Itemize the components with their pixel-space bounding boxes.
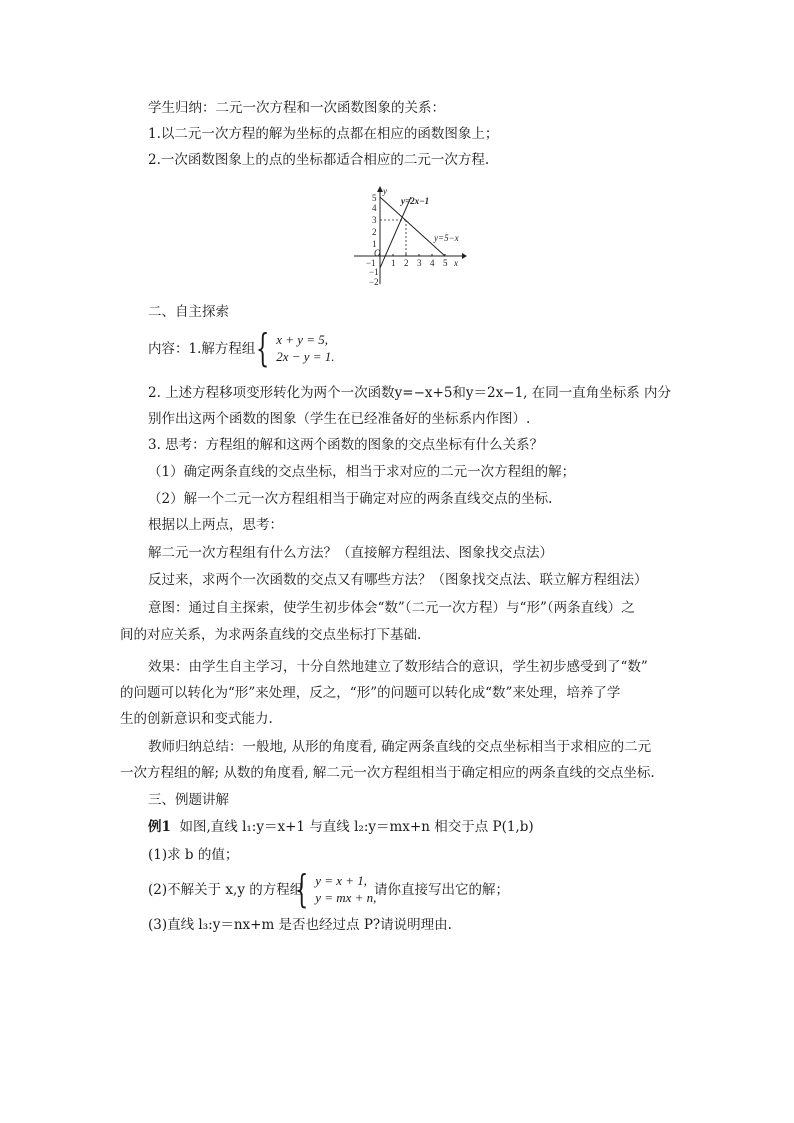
summary-line1: 教师归纳总结：一般地, 从形的角度看, 确定两条直线的交点坐标相当于求相应的二元 [148,739,652,755]
example-label: 例1 [148,819,171,835]
y-tick-label-2: 2 [372,227,377,237]
x-tick-label-3: 3 [417,258,422,268]
y-tick-label-neg2: −2 [369,277,379,286]
q2-equation-2: y = mx + n, [315,890,377,905]
equation-system-1 [256,326,335,370]
x-tick-label-5: 5 [443,258,448,268]
sub-item-1: （1）确定两条直线的交点坐标，相当于求对应的二元一次方程组的解； [148,464,576,480]
intent-line1: 意图：通过自主探索，使学生初步体会“数”（二元一次方程）与“形”（两条直线）之 [148,600,635,616]
x-axis-label: x [454,258,458,268]
example-question-1: (1)求 b 的值； [148,847,239,863]
label-y-2x-1: y=2x−1 [401,196,430,206]
item2-line1: 2. 上述方程移项变形转化为两个一次函数y=−x+5和y＝2x−1, 在同一直角坐标系 内分 [148,385,672,401]
example-text: 如图,直线 l₁:y＝x+1 与直线 l₂:y＝mx+n 相交于点 P(1,b) [179,819,534,835]
effect-line3: 生的创新意识和变式能力. [120,711,273,727]
y-tick-label-5: 5 [372,193,377,203]
x-tick-label-2: 2 [404,258,409,268]
example-question-3: (3)直线 l₃:y＝nx+m 是否也经过点 P?请说明理由. [148,917,452,933]
item3: 3. 思考：方程组的解和这两个函数的图象的交点坐标有什么关系？ [148,437,544,453]
equation-1: x + y = 5, [276,332,329,347]
x-tick-label-neg1: −1 [366,258,376,268]
equation-system-2 [295,867,377,911]
y-tick-label-3: 3 [372,215,377,225]
equation-2: 2x − y = 1. [276,349,335,364]
section2-title: 二、自主探索 [148,304,229,320]
y-tick-label-neg1: −1 [369,267,379,277]
intro-heading: 学生归纳：二元一次方程和一次函数图象的关系： [148,100,445,116]
intent-line2: 间的对应关系，为求两条直线的交点坐标打下基础. [120,627,422,643]
example-question-2-suffix: 请你直接写出它的解； [374,882,509,898]
x-tick-label-4: 4 [430,258,435,268]
question-1: 解二元一次方程组有什么方法？（直接解方程组法、图象找交点法） [148,545,553,561]
example-1 [148,818,534,836]
intro-point-2: 2.一次函数图象上的点的坐标都适合相应的二元一次方程. [148,152,490,168]
sub-item-2: （2）解一个二元一次方程组相当于确定对应的两条直线交点的坐标. [148,491,553,507]
effect-line2: 的问题可以转化为“形”来处理，反之，“形”的问题可以转化成“数”来处理，培养了学 [120,685,621,701]
example-question-2-prefix: (2)不解关于 x,y 的方程组 [148,882,304,898]
effect-line1: 效果：由学生自主学习，十分自然地建立了数形结合的意识，学生初步感受到了“数” [148,659,648,675]
function-graph [350,186,468,286]
q2-equation-1: y = x + 1, [315,873,368,888]
y-tick-label-1: 1 [372,239,377,249]
item2-line2: 别作出这两个函数的图象（学生在已经准备好的坐标系内作图）. [148,411,531,427]
left-brace: { [256,326,270,370]
section3-title: 三、例题讲解 [148,792,229,808]
x-tick-label-1: 1 [391,258,396,268]
think-prompt: 根据以上两点，思考： [148,517,283,533]
y-tick-label-4: 4 [372,203,377,213]
left-brace-2: { [295,867,309,911]
y-axis-label: y [383,186,387,196]
intro-point-1: 1.以二元一次方程的解为坐标的点都在相应的函数图象上； [148,126,499,142]
x-axis-arrow [462,253,467,259]
section2-content-prefix: 内容：1.解方程组 [148,341,256,357]
label-y-5-x: y=5−x [434,233,459,243]
question-2: 反过来，求两个一次函数的交点又有哪些方法？（图象找交点法、联立解方程组法） [148,572,648,588]
origin-label: O [374,248,381,258]
summary-line2: 一次方程组的解; 从数的角度看, 解二元一次方程组相当于确定相应的两条直线的交点坐标. [120,765,655,781]
